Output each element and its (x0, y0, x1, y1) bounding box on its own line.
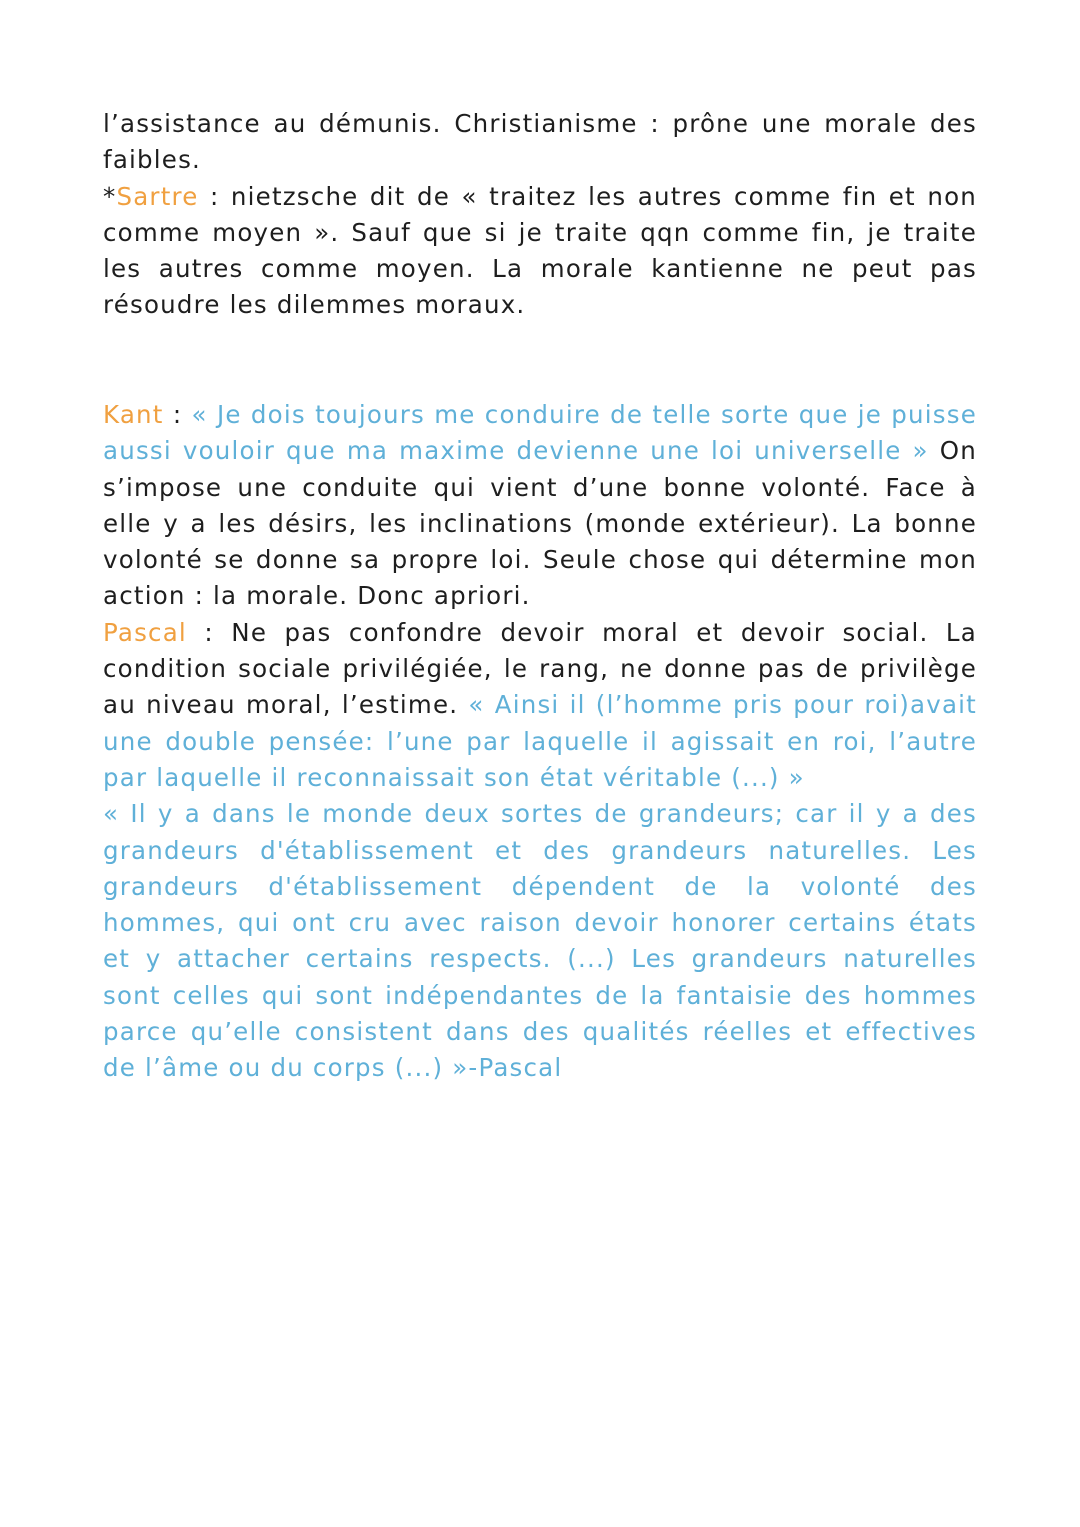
author-name-pascal: Pascal (103, 617, 187, 647)
author-name-kant: Kant (103, 400, 164, 429)
quote-pascal-grandeurs: « Il y a dans le monde deux sortes de grandeurs; car il y a des grandeurs d'établissement et des grandeurs naturelles. Les grandeurs d'établissement dépendent de la volonté des hommes, qui ont cru avec raison devoir honorer certains états et y attacher certains respects. (...) Les grandeurs naturelles sont celles qui sont indépendantes de la fantaisie des hommes parce qu’elle consistent dans des qualités réelles et effectives de l’âme ou du corps (...) »-Pascal (103, 799, 977, 1083)
text-christianisme-line: l’assistance au démunis. Christianisme : prône une morale des faibles. (103, 109, 977, 175)
author-name-sartre: Sartre (116, 181, 199, 211)
bullet-star: * (103, 181, 117, 211)
kant-colon: : (163, 400, 192, 429)
quote-pascal-roi: « Ainsi il (l’homme pris pour roi)avait une double pensée: l’une par laquelle il agissait en roi, l’autre par laquelle il reconnaissait son état véritable (...) » (103, 690, 977, 792)
quote-kant: « Je dois toujours me conduire de telle sorte que je puisse aussi vouloir que ma maxime devienne une loi universelle » (103, 400, 977, 466)
text-pascal: : Ne pas confondre devoir moral et devoir social. La condition sociale privilégiée, le rang, ne donne pas de privilège au niveau moral, l’estime. (103, 617, 977, 720)
text-kant: On s’impose une conduite qui vient d’une bonne volonté. Face à elle y a les désirs, les inclinations (monde extérieur). La bonne volonté se donne sa propre loi. Seule chose qui détermine mon action : la morale. Donc apriori. (103, 436, 977, 611)
paragraph-kant-pascal (103, 397, 977, 1087)
paragraph-sartre (103, 106, 977, 324)
text-sartre: : nietzsche dit de « traitez les autres comme fin et non comme moyen ». Sauf que si je traite qqn comme fin, je traite les autres comme moyen. La morale kantienne ne peut pas résoudre les dilemmes moraux. (103, 181, 977, 320)
